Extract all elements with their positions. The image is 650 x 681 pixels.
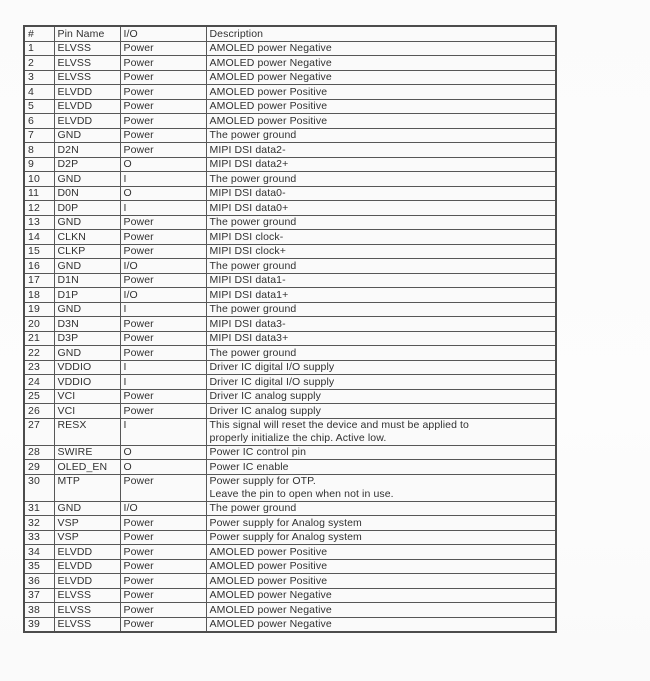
cell-io: Power [120, 474, 206, 501]
table-row [24, 360, 556, 375]
description-line: The power ground [209, 129, 297, 141]
cell-pin-name: D3N [54, 317, 120, 332]
cell-pin-number: 21 [24, 331, 54, 346]
cell-pin-number: 9 [24, 157, 54, 172]
description-line: properly initialize the chip. Active low. [209, 431, 387, 444]
description-line: The power ground [209, 303, 297, 315]
cell-pin-number: 31 [24, 501, 54, 516]
cell-pin-number: 4 [24, 85, 54, 100]
cell-pin-number: 32 [24, 516, 54, 531]
cell-pin-name: ELVSS [54, 603, 120, 618]
cell-pin-number: 17 [24, 273, 54, 288]
cell-pin-name: CLKN [54, 230, 120, 245]
table-row [24, 143, 556, 158]
cell-pin-name: D3P [54, 331, 120, 346]
description-line: The power ground [209, 346, 297, 359]
cell-io: I/O [120, 259, 206, 274]
description-line: Power supply for Analog system [209, 516, 362, 529]
table-row [24, 41, 556, 56]
cell-description [206, 244, 556, 259]
cell-description [206, 273, 556, 288]
cell-description [206, 259, 556, 274]
cell-pin-name: ELVDD [54, 559, 120, 574]
cell-pin-number: 34 [24, 545, 54, 560]
table-row [24, 56, 556, 71]
description-line: AMOLED power Positive [209, 114, 328, 127]
cell-pin-name: VCI [54, 404, 120, 419]
description-line: Power IC control pin [209, 446, 307, 458]
cell-pin-name: D2P [54, 157, 120, 172]
cell-pin-number: 23 [24, 360, 54, 375]
col-header-io: I/O [120, 26, 206, 41]
pin-description-table [23, 25, 557, 633]
description-line: AMOLED power Negative [209, 603, 332, 616]
description-line: Driver IC digital I/O supply [209, 375, 335, 388]
description-line: MIPI DSI data2+ [209, 158, 289, 170]
cell-io: Power [120, 230, 206, 245]
table-row [24, 302, 556, 317]
table-row [24, 418, 556, 445]
description-line: MIPI DSI data0+ [209, 201, 289, 214]
cell-io: Power [120, 273, 206, 288]
cell-pin-number: 16 [24, 259, 54, 274]
table-row [24, 545, 556, 560]
cell-io: Power [120, 530, 206, 545]
cell-description [206, 70, 556, 85]
description-line: AMOLED power Positive [209, 560, 328, 572]
cell-pin-number: 1 [24, 41, 54, 56]
table-row [24, 186, 556, 201]
cell-pin-name: GND [54, 128, 120, 143]
cell-pin-name: D0N [54, 186, 120, 201]
table-row [24, 346, 556, 361]
cell-description [206, 559, 556, 574]
cell-io: Power [120, 545, 206, 560]
cell-io: Power [120, 56, 206, 71]
table-row [24, 617, 556, 632]
table-header-row [24, 26, 556, 41]
cell-pin-name: VDDIO [54, 375, 120, 390]
cell-io: Power [120, 617, 206, 632]
cell-pin-name: ELVSS [54, 56, 120, 71]
cell-description [206, 201, 556, 216]
cell-io: Power [120, 389, 206, 404]
cell-pin-name: D1N [54, 273, 120, 288]
cell-pin-name: SWIRE [54, 445, 120, 460]
cell-description [206, 545, 556, 560]
cell-pin-number: 5 [24, 99, 54, 114]
description-line: Driver IC digital I/O supply [209, 361, 335, 373]
cell-pin-number: 12 [24, 201, 54, 216]
description-line: Driver IC analog supply [209, 390, 321, 402]
cell-description [206, 445, 556, 460]
cell-pin-number: 39 [24, 617, 54, 632]
cell-pin-number: 10 [24, 172, 54, 187]
description-line: Power supply for Analog system [209, 531, 362, 543]
description-line: AMOLED power Negative [209, 71, 332, 83]
description-line: MIPI DSI data1+ [209, 288, 289, 301]
description-line: The power ground [209, 502, 297, 514]
cell-io: O [120, 186, 206, 201]
table-row [24, 474, 556, 501]
cell-pin-name: GND [54, 501, 120, 516]
cell-pin-number: 14 [24, 230, 54, 245]
cell-pin-number: 36 [24, 574, 54, 589]
description-line: The power ground [209, 216, 297, 228]
cell-description [206, 588, 556, 603]
table-row [24, 331, 556, 346]
description-line: MIPI DSI data3- [209, 317, 286, 330]
cell-io: Power [120, 516, 206, 531]
table-row [24, 404, 556, 419]
table-row [24, 70, 556, 85]
description-line: The power ground [209, 172, 297, 185]
cell-description [206, 404, 556, 419]
col-header-pin-name: Pin Name [54, 26, 120, 41]
cell-pin-name: ELVSS [54, 41, 120, 56]
cell-pin-name: ELVSS [54, 588, 120, 603]
cell-pin-number: 33 [24, 530, 54, 545]
cell-pin-number: 27 [24, 418, 54, 445]
cell-io: I [120, 172, 206, 187]
cell-pin-number: 3 [24, 70, 54, 85]
cell-io: I [120, 418, 206, 445]
cell-pin-name: ELVDD [54, 545, 120, 560]
table-row [24, 603, 556, 618]
cell-pin-name: GND [54, 302, 120, 317]
cell-pin-number: 2 [24, 56, 54, 71]
cell-description [206, 128, 556, 143]
cell-description [206, 360, 556, 375]
table-row [24, 157, 556, 172]
cell-pin-number: 6 [24, 114, 54, 129]
description-line: AMOLED power Positive [209, 85, 328, 98]
cell-io: Power [120, 603, 206, 618]
description-line: MIPI DSI clock- [209, 230, 284, 243]
cell-description [206, 418, 556, 445]
table-row [24, 201, 556, 216]
cell-io: Power [120, 85, 206, 100]
cell-io: O [120, 460, 206, 475]
table-row [24, 574, 556, 589]
cell-pin-name: GND [54, 215, 120, 230]
cell-pin-name: ELVDD [54, 574, 120, 589]
description-line: AMOLED power Negative [209, 589, 332, 601]
cell-pin-name: ELVSS [54, 70, 120, 85]
cell-pin-number: 20 [24, 317, 54, 332]
cell-description [206, 56, 556, 71]
cell-description [206, 574, 556, 589]
table-row [24, 215, 556, 230]
description-line: AMOLED power Negative [209, 42, 332, 54]
cell-description [206, 157, 556, 172]
cell-io: Power [120, 114, 206, 129]
cell-description [206, 389, 556, 404]
description-line: MIPI DSI clock+ [209, 245, 286, 257]
table-row [24, 172, 556, 187]
description-line: MIPI DSI data3+ [209, 332, 289, 344]
cell-io: Power [120, 215, 206, 230]
table-row [24, 317, 556, 332]
cell-description [206, 617, 556, 632]
table-row [24, 501, 556, 516]
table-row [24, 85, 556, 100]
table-row [24, 128, 556, 143]
table-row [24, 244, 556, 259]
cell-pin-name: ELVDD [54, 99, 120, 114]
description-line: Driver IC analog supply [209, 404, 321, 417]
cell-description [206, 114, 556, 129]
cell-pin-name: VSP [54, 516, 120, 531]
cell-description [206, 288, 556, 303]
cell-pin-name: ELVSS [54, 617, 120, 632]
cell-description [206, 99, 556, 114]
cell-pin-name: D0P [54, 201, 120, 216]
description-line: Power supply for OTP. [209, 475, 316, 487]
cell-io: I/O [120, 501, 206, 516]
description-line: MIPI DSI data1- [209, 274, 286, 286]
description-line: This signal will reset the device and must be applied to [209, 419, 469, 431]
cell-io: Power [120, 559, 206, 574]
cell-io: I/O [120, 288, 206, 303]
cell-pin-name: GND [54, 172, 120, 187]
cell-pin-number: 13 [24, 215, 54, 230]
cell-pin-name: D1P [54, 288, 120, 303]
cell-pin-number: 24 [24, 375, 54, 390]
table-row [24, 114, 556, 129]
cell-pin-number: 11 [24, 186, 54, 201]
cell-pin-name: VSP [54, 530, 120, 545]
cell-pin-name: OLED_EN [54, 460, 120, 475]
table-row [24, 99, 556, 114]
cell-pin-name: GND [54, 346, 120, 361]
table-row [24, 288, 556, 303]
cell-pin-number: 38 [24, 603, 54, 618]
table-row [24, 530, 556, 545]
cell-description [206, 346, 556, 361]
table-row [24, 273, 556, 288]
cell-io: Power [120, 70, 206, 85]
cell-description [206, 474, 556, 501]
description-line: MIPI DSI data2- [209, 143, 286, 156]
description-line: AMOLED power Positive [209, 545, 328, 558]
table-row [24, 389, 556, 404]
cell-pin-number: 25 [24, 389, 54, 404]
cell-description [206, 331, 556, 346]
cell-io: Power [120, 128, 206, 143]
description-line: AMOLED power Positive [209, 100, 328, 112]
cell-io: Power [120, 41, 206, 56]
table-row [24, 516, 556, 531]
cell-pin-number: 35 [24, 559, 54, 574]
cell-pin-number: 8 [24, 143, 54, 158]
cell-pin-number: 15 [24, 244, 54, 259]
cell-io: I [120, 201, 206, 216]
cell-pin-name: VCI [54, 389, 120, 404]
cell-io: O [120, 157, 206, 172]
cell-description [206, 172, 556, 187]
cell-io: Power [120, 588, 206, 603]
cell-pin-number: 30 [24, 474, 54, 501]
cell-pin-name: VDDIO [54, 360, 120, 375]
cell-pin-number: 18 [24, 288, 54, 303]
table-row [24, 445, 556, 460]
description-line: Power IC enable [209, 460, 289, 473]
cell-io: Power [120, 317, 206, 332]
cell-io: Power [120, 99, 206, 114]
cell-description [206, 516, 556, 531]
cell-description [206, 317, 556, 332]
cell-pin-name: MTP [54, 474, 120, 501]
table-row [24, 259, 556, 274]
cell-io: Power [120, 346, 206, 361]
cell-pin-number: 29 [24, 460, 54, 475]
description-line: AMOLED power Negative [209, 618, 332, 630]
description-line: AMOLED power Negative [209, 56, 332, 69]
cell-io: I [120, 302, 206, 317]
cell-pin-number: 28 [24, 445, 54, 460]
cell-description [206, 215, 556, 230]
cell-io: Power [120, 331, 206, 346]
col-header-description: Description [206, 26, 556, 41]
cell-pin-name: RESX [54, 418, 120, 445]
table-row [24, 559, 556, 574]
description-line: MIPI DSI data0- [209, 187, 286, 199]
cell-description [206, 230, 556, 245]
cell-description [206, 302, 556, 317]
cell-pin-name: ELVDD [54, 85, 120, 100]
cell-io: I [120, 360, 206, 375]
cell-pin-name: CLKP [54, 244, 120, 259]
table-row [24, 588, 556, 603]
cell-description [206, 460, 556, 475]
description-line: The power ground [209, 259, 297, 272]
description-line: Leave the pin to open when not in use. [209, 487, 394, 500]
cell-pin-number: 22 [24, 346, 54, 361]
cell-io: O [120, 445, 206, 460]
cell-io: Power [120, 143, 206, 158]
cell-io: I [120, 375, 206, 390]
cell-pin-number: 19 [24, 302, 54, 317]
cell-io: Power [120, 574, 206, 589]
cell-description [206, 530, 556, 545]
cell-pin-name: D2N [54, 143, 120, 158]
cell-description [206, 85, 556, 100]
cell-io: Power [120, 244, 206, 259]
col-header-number: # [24, 26, 54, 41]
cell-pin-name: GND [54, 259, 120, 274]
cell-pin-number: 7 [24, 128, 54, 143]
cell-pin-name: ELVDD [54, 114, 120, 129]
cell-pin-number: 26 [24, 404, 54, 419]
cell-description [206, 186, 556, 201]
cell-io: Power [120, 404, 206, 419]
cell-pin-number: 37 [24, 588, 54, 603]
cell-description [206, 143, 556, 158]
table-row [24, 460, 556, 475]
description-line: AMOLED power Positive [209, 574, 328, 587]
cell-description [206, 603, 556, 618]
cell-description [206, 41, 556, 56]
cell-description [206, 375, 556, 390]
cell-description [206, 501, 556, 516]
table-row [24, 375, 556, 390]
table-row [24, 230, 556, 245]
